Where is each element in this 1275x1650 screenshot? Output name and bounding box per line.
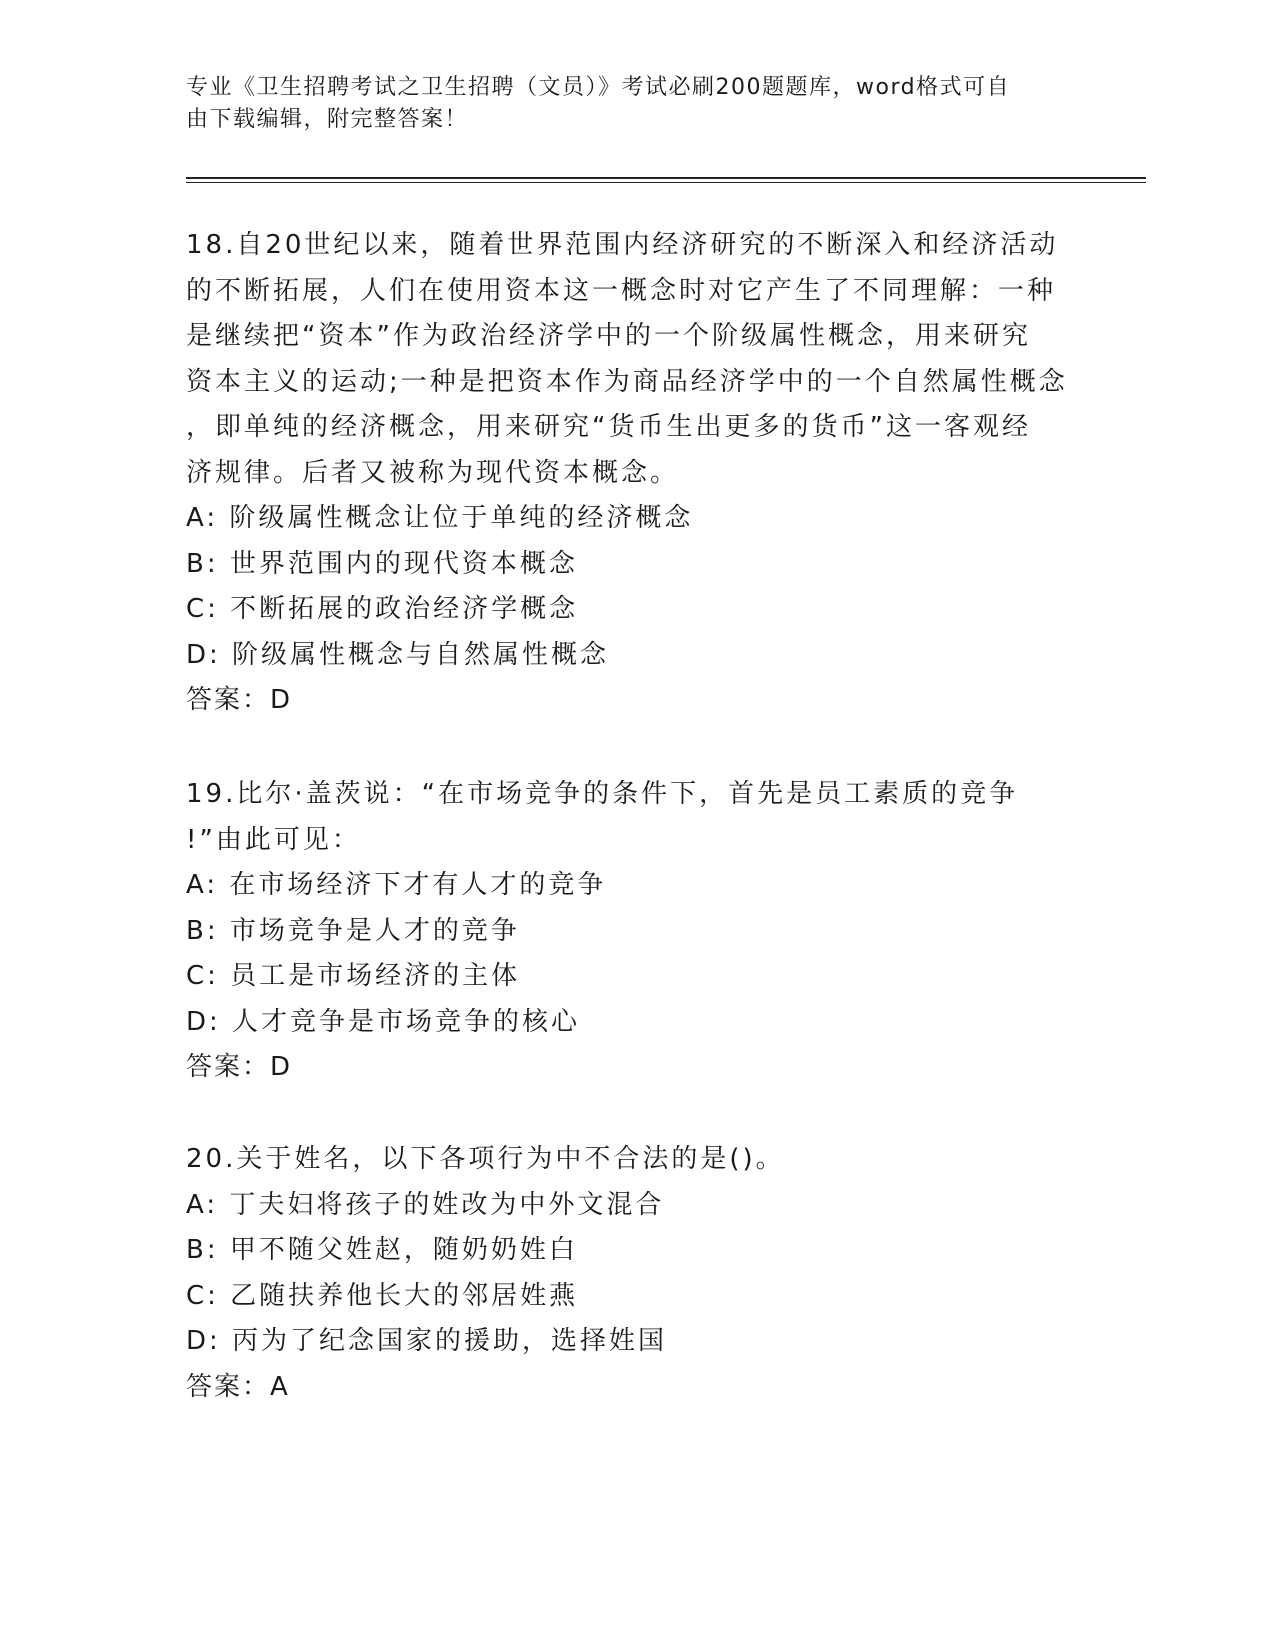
question-stem-line: !”由此可见： (186, 824, 361, 855)
answer-label: 答案：D (186, 1052, 293, 1082)
option-d: D: 丙为了纪念国家的援助，选择姓国 (186, 1326, 668, 1356)
option-d: D: 阶级属性概念与自然属性概念 (186, 639, 610, 670)
option-a: A: 丁夫妇将孩子的姓改为中外文混合 (186, 1189, 665, 1220)
question-stem-line: 是继续把“资本”作为政治经济学中的一个阶级属性概念，用来研究 (186, 321, 1031, 351)
answer-label: 答案：D (186, 685, 293, 715)
option-b: B: 世界范围内的现代资本概念 (186, 548, 578, 579)
question-19 (186, 772, 1086, 1091)
document-header (186, 72, 1066, 136)
question-stem-line: 济规律。后者又被称为现代资本概念。 (186, 457, 680, 488)
option-a: A: 在市场经济下才有人才的竞争 (186, 870, 607, 900)
question-stem-line: 资本主义的运动;一种是把资本作为商品经济学中的一个自然属性概念 (186, 366, 1068, 397)
header-divider-thin (186, 182, 1146, 183)
option-c: C: 不断拓展的政治经济学概念 (186, 594, 579, 624)
question-20 (186, 1137, 1086, 1410)
option-b: B: 甲不随父姓赵，随奶奶姓白 (186, 1235, 578, 1265)
question-stem-line: 20.关于姓名，以下各项行为中不合法的是()。 (186, 1144, 785, 1174)
option-c: C: 员工是市场经济的主体 (186, 961, 521, 991)
answer-label: 答案：A (186, 1371, 290, 1402)
question-stem-line: 的不断拓展，人们在使用资本这一概念时对它产生了不同理解：一种 (186, 275, 1057, 306)
option-a: A: 阶级属性概念让位于单纯的经济概念 (186, 503, 694, 533)
header-divider-thick (186, 177, 1146, 179)
option-d: D: 人才竞争是市场竞争的核心 (186, 1006, 581, 1037)
question-stem-line: 18.自20世纪以来，随着世界范围内经济研究的不断深入和经济活动 (186, 230, 1059, 260)
header-line: 专业《卫生招聘考试之卫生招聘（文员）》考试必刷200题题库，word格式可自 (186, 75, 1011, 100)
header-line: 由下载编辑，附完整答案！ (186, 107, 469, 132)
option-b: B: 市场竞争是人才的竞争 (186, 915, 520, 946)
option-c: C: 乙随扶养他长大的邻居姓燕 (186, 1280, 579, 1311)
question-stem-line: 19.比尔·盖茨说：“在市场竞争的条件下，首先是员工素质的竞争 (186, 779, 1019, 809)
question-18 (186, 223, 1086, 724)
question-stem-line: ，即单纯的经济概念，用来研究“货币生出更多的货币”这一客观经 (186, 412, 1031, 442)
